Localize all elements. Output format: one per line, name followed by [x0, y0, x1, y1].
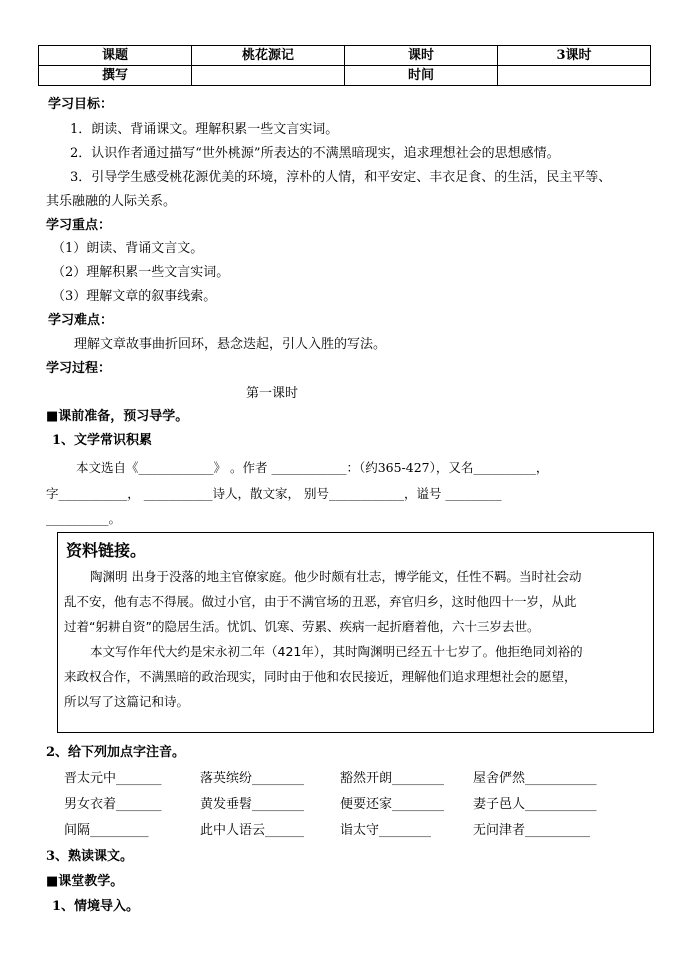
- pinyin-item: 黄发垂髫________: [200, 797, 305, 812]
- read-heading: 3、熟读课文。: [46, 849, 134, 864]
- pinyin-item: 晋太元中_______: [64, 771, 162, 786]
- header-row-2: [39, 66, 651, 86]
- pinyin-item: 无问津者__________: [473, 823, 591, 838]
- author-label: 撰写: [39, 66, 192, 86]
- header-row-1: [39, 46, 651, 66]
- header-table: [38, 45, 651, 86]
- class-heading: ■课堂教学。: [46, 874, 124, 889]
- pinyin-item: 便要还家________: [340, 797, 445, 812]
- key-point-3: （3）理解文章的叙事线索。: [52, 289, 217, 304]
- goal-item-3: 3．引导学生感受桃花源优美的环境，淳朴的人情，和平安定、丰衣足食、的生活，民主平等、: [70, 170, 612, 185]
- fill-line-2: 字___________， ___________诗人，散文家， 别号____________，谥号 _________: [46, 486, 502, 501]
- period-label: 课时: [345, 46, 498, 66]
- process-heading: 学习过程：: [46, 361, 112, 376]
- key-points-heading: 学习重点：: [46, 218, 112, 233]
- info-para2-line2: 来政权合作，不满黑暗的政治现实，同时由于他和农民接近，理解他们追求理想社会的愿望，: [64, 669, 577, 684]
- info-box: [57, 532, 654, 733]
- pinyin-item: 落英缤纷________: [200, 771, 305, 786]
- prep-heading: ■课前准备，预习导学。: [46, 409, 189, 424]
- lesson-title: 第一课时: [246, 386, 299, 401]
- difficulty-text: 理解文章故事曲折回环，悬念迭起，引人入胜的写法。: [74, 337, 387, 352]
- info-para1-line1: 陶渊明 出身于没落的地主官僚家庭。他少时颇有壮志，博学能文，任性不羁。当时社会动: [90, 569, 582, 584]
- intro-heading: 1、情境导入。: [52, 899, 140, 914]
- goal-item-3-cont: 其乐融融的人际关系。: [46, 194, 177, 209]
- pinyin-heading: 2、给下列加点字注音。: [46, 745, 186, 760]
- subject-label: 课题: [39, 46, 192, 66]
- pinyin-item: 屋舍俨然___________: [473, 771, 597, 786]
- info-para2-line3: 所以写了这篇记和诗。: [64, 694, 190, 709]
- pinyin-item: 此中人语云______: [200, 823, 305, 838]
- goals-heading: 学习目标：: [48, 97, 114, 112]
- subject-value: 桃花源记: [192, 46, 345, 66]
- info-para1-line2: 乱不安，他有志不得展。做过小官，由于不满官场的丑恶，弃官归乡，这时他四十一岁，从此: [64, 594, 577, 609]
- time-label: 时间: [345, 66, 498, 86]
- goal-item-1: 1．朗读、背诵课文。理解积累一些文言实词。: [70, 122, 339, 137]
- period-value: 3课时: [498, 46, 651, 66]
- goal-item-2: 2．认识作者通过描写“世外桃源”所表达的不满黑暗现实，追求理想社会的思想感情。: [70, 146, 560, 161]
- info-para2-line1: 本文写作年代大约是宋永初二年（421年），其时陶渊明已经五十七岁了。他拒绝同刘裕的: [90, 644, 583, 659]
- fill-line-3: __________。: [46, 511, 122, 526]
- fill-line-1: 本文选自《____________》 。作者 ____________：（约365-427），又名__________，: [76, 460, 549, 475]
- info-box-title: 资料链接。: [66, 541, 147, 560]
- pinyin-item: 诣太守________: [340, 823, 432, 838]
- pinyin-item: 男女衣着_______: [64, 797, 162, 812]
- pinyin-item: 豁然开朗________: [340, 771, 445, 786]
- key-point-1: （1）朗读、背诵文言文。: [52, 241, 204, 256]
- author-value: [192, 66, 345, 86]
- lit-heading: 1、文学常识积累: [52, 433, 153, 448]
- time-value: [498, 66, 651, 86]
- difficulty-heading: 学习难点：: [48, 313, 114, 328]
- pinyin-item: 妻子邑人___________: [473, 797, 597, 812]
- key-point-2: （2）理解积累一些文言实词。: [52, 265, 230, 280]
- info-para1-line3: 过着“躬耕自资”的隐居生活。忧饥、饥寒、劳累、疾病一起折磨着他，六十三岁去世。: [64, 619, 540, 634]
- pinyin-item: 间隔_________: [64, 823, 149, 838]
